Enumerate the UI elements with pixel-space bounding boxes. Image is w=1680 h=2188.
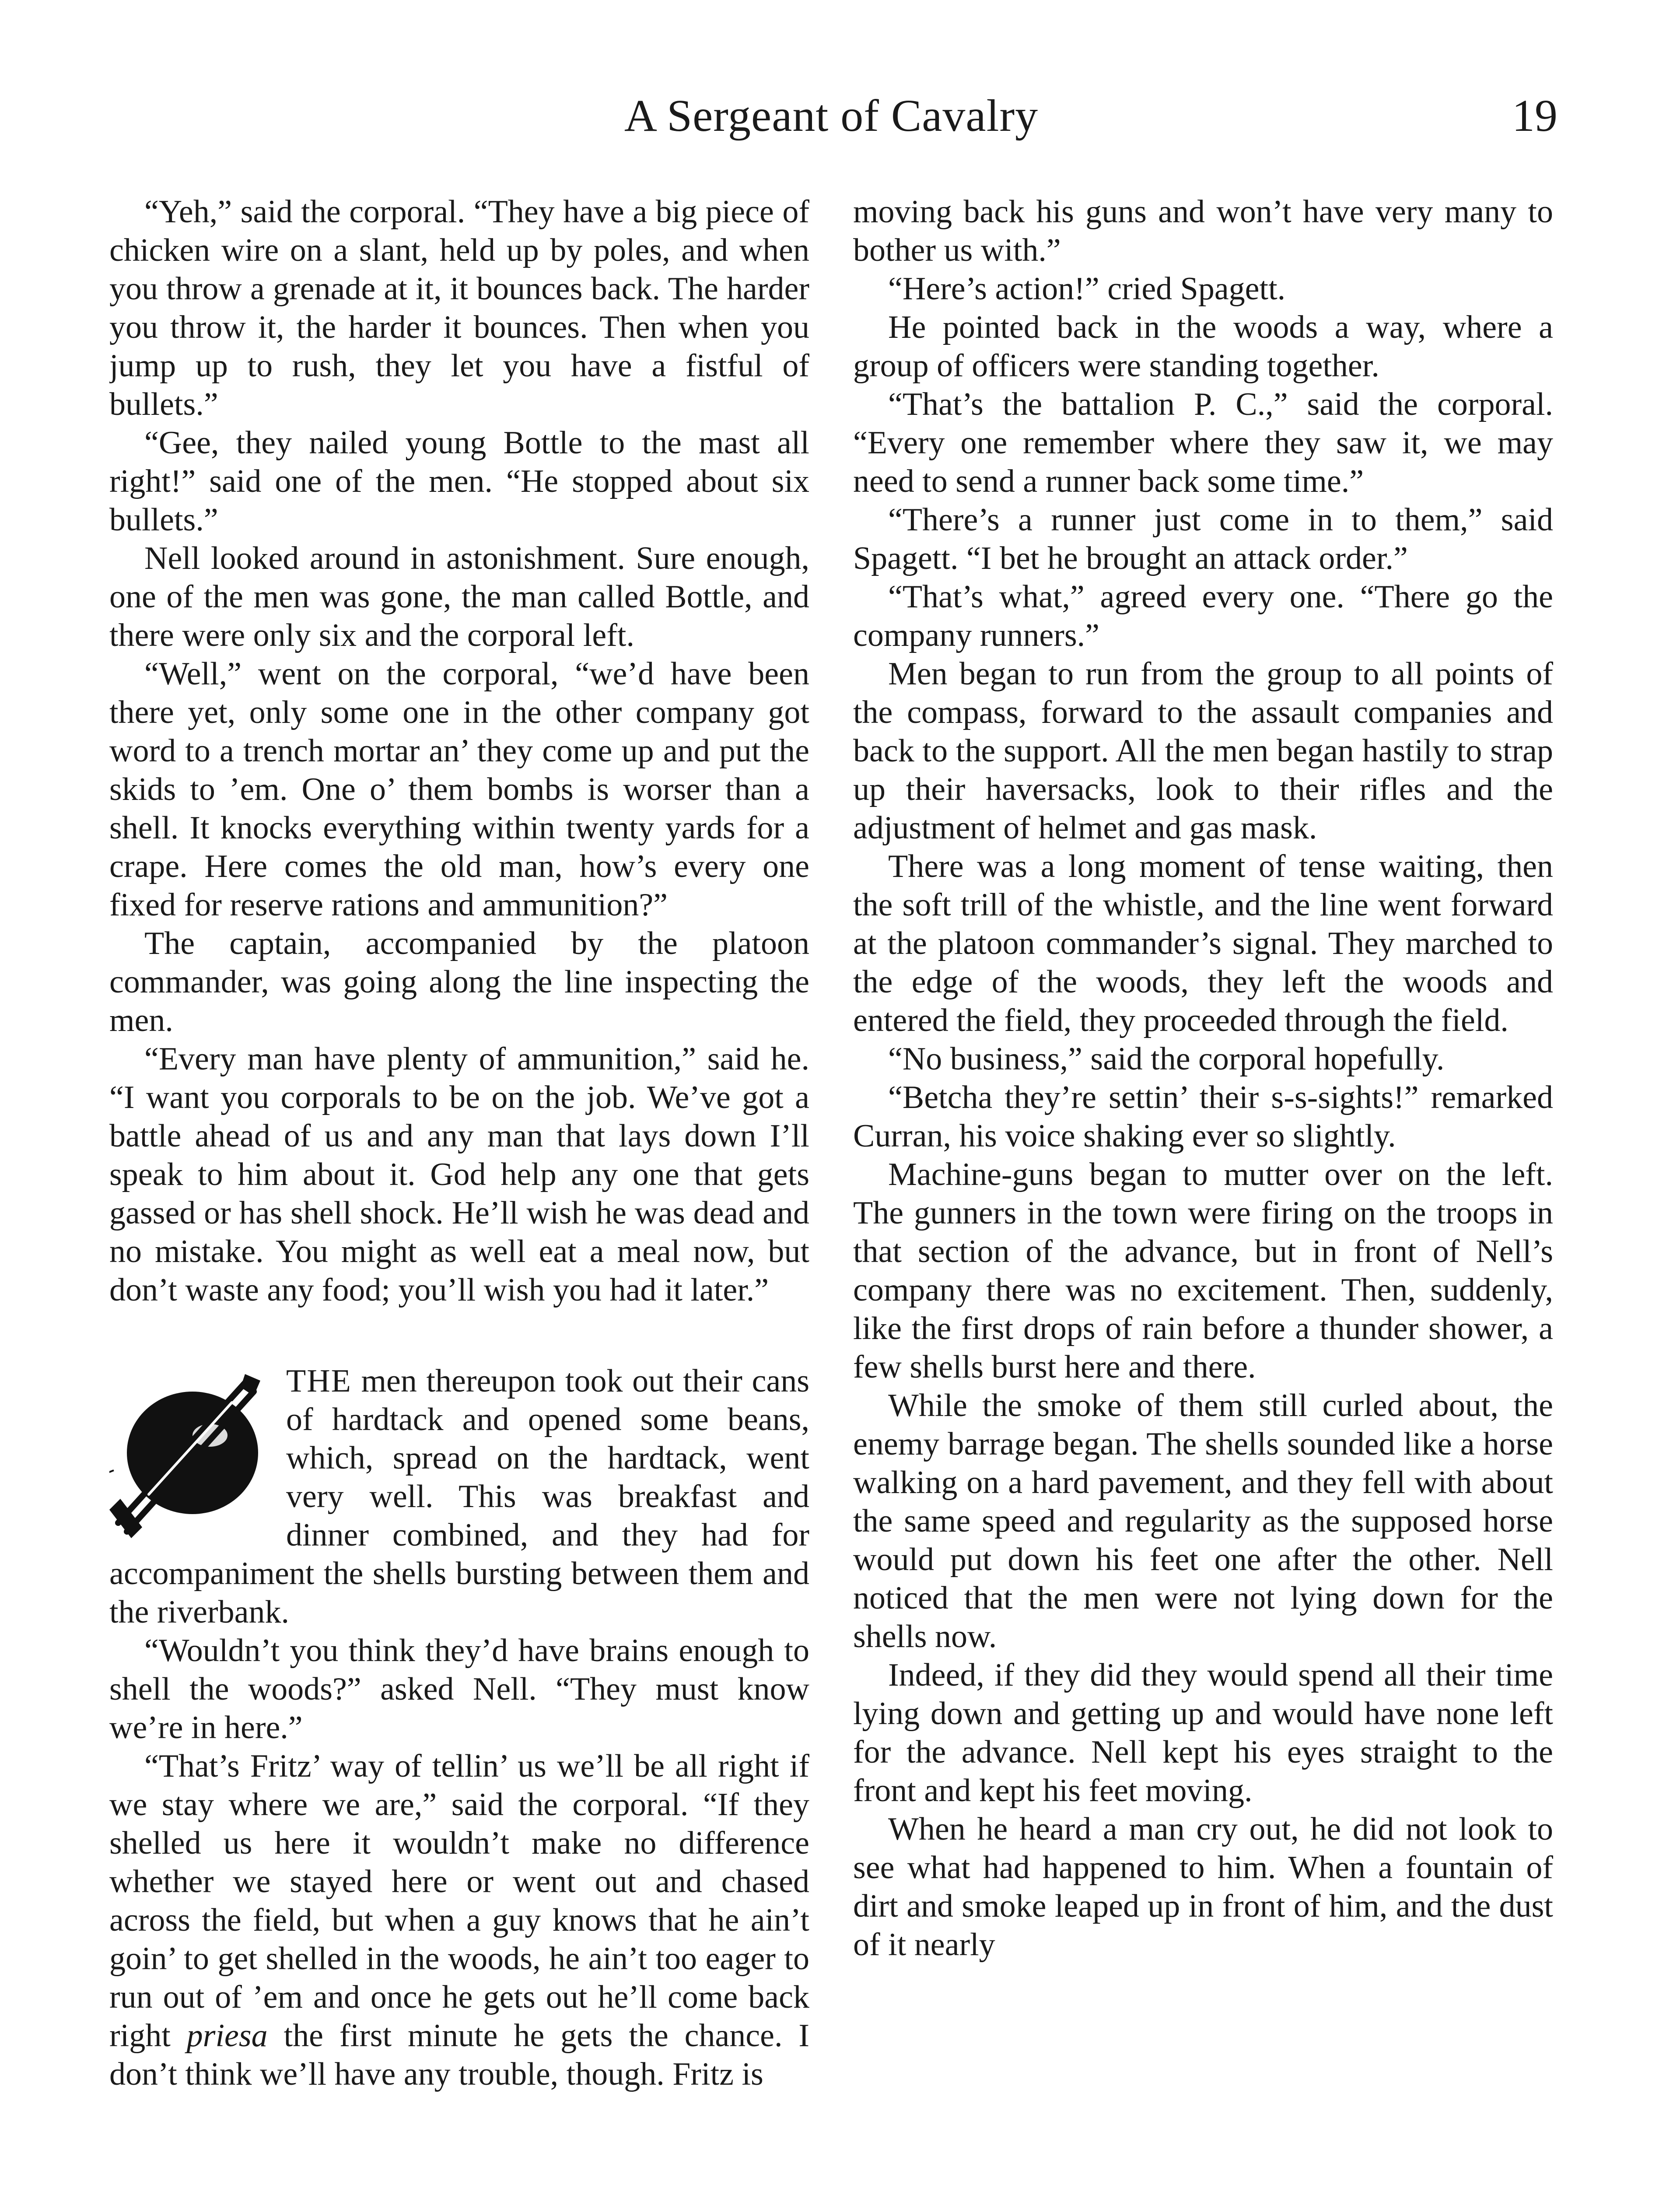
paragraph: moving back his guns and won’t have very many to bother us with.” <box>853 194 1553 268</box>
paragraph: Indeed, if they did they would spend all their time lying down and getting up and would have none left for the advance. Nell kept his eyes straight to the front and kept his feet moving. <box>853 1657 1553 1809</box>
paragraph: “Here’s action!” cried Spagett. <box>888 271 1286 307</box>
paragraph: The captain, accompanied by the platoon commander, was going along the line inspecting the men. <box>109 926 809 1038</box>
paragraph: “No business,” said the corporal hopefully. <box>888 1041 1445 1077</box>
page-number: 19 <box>1512 91 1558 141</box>
section-opening <box>109 1362 809 1631</box>
paragraph-text: the first minute he gets the chance. I don’t think we’ll have any trouble, though. Fritz is <box>109 2018 809 2092</box>
paragraph: “Well,” went on the corporal, “we’d have been there yet, only some one in the other company got word to a trench mortar an’ they come up and put the skids to ’em. One o’ them bombs is worser than a shell. It knocks everything within twenty yards for a crape. Here comes the old man, how’s every one fixed for reserve rations and ammunition?” <box>109 656 809 923</box>
paragraph: He pointed back in the woods a way, where a group of officers were standing together. <box>853 309 1553 384</box>
paragraph: When he heard a man cry out, he did not look to see what had happened to him. When a fountain of dirt and smoke leaped up in front of him, and the dust of it nearly <box>853 1811 1553 1963</box>
paragraph: “There’s a runner just come in to them,” said Spagett. “I bet he brought an attack order.” <box>853 502 1553 576</box>
section-lead-word: THE <box>286 1363 352 1399</box>
paragraph: “Yeh,” said the corporal. “They have a big piece of chicken wire on a slant, held up by poles, and when you throw a grenade at it, it bounces back. The harder you throw it, the harder it bounces. Then when you jump up to rush, they let you have a fistful of bullets.” <box>109 194 809 422</box>
paragraph: Men began to run from the group to all points of the compass, forward to the assault companies and back to the support. All the men began hastily to strap up their haversacks, look to their rifles and the adjustment of helmet and gas mask. <box>853 656 1553 846</box>
paragraph: Nell looked around in astonishment. Sure enough, one of the men was gone, the man called Bottle, and there were only six and the corporal left. <box>109 540 809 653</box>
paragraph-text: “That’s Fritz’ way of tellin’ us we’ll be all right if we stay where we are,” said the corporal. “If they shelled us here it wouldn’t make no difference whether we stayed here or went out and chased across the field, but when a guy knows that he ain’t goin’ to get shelled in the woods, he ain’t too eager to run out of ’em and once he gets out he’ll come back right <box>109 1748 809 2054</box>
paragraph: “Betcha they’re settin’ their s-s-sights!” remarked Curran, his voice shaking ever so slightly. <box>853 1080 1553 1154</box>
italic-word: priesa <box>186 2018 268 2054</box>
right-column <box>853 193 1553 2188</box>
paragraph: There was a long moment of tense waiting, then the soft trill of the whistle, and the line went forward at the platoon commander’s signal. They marched to the edge of the woods, they left the woods and entered the field, they proceeded through the field. <box>853 849 1553 1038</box>
paragraph: While the smoke of them still curled about, the enemy barrage began. The shells sounded like a horse walking on a hard pavement, and they fell with about the same speed and regularity as the supposed horse would put down his feet one after the other. Nell noticed that the men were not lying down for the shells now. <box>853 1388 1553 1655</box>
paragraph: “That’s what,” agreed every one. “There go the company runners.” <box>853 579 1553 653</box>
left-column <box>109 193 809 2188</box>
paragraph: “Wouldn’t you think they’d have brains enough to shell the woods?” asked Nell. “They must know we’re in here.” <box>109 1633 809 1746</box>
helmet-and-rifles-ornament-icon <box>109 1365 276 1545</box>
paragraph <box>109 1747 809 2093</box>
paragraph: “Gee, they nailed young Bottle to the mast all right!” said one of the men. “He stopped about six bullets.” <box>109 425 809 538</box>
paragraph: “That’s the battalion P. C.,” said the corporal. “Every one remember where they saw it, we may need to send a runner back some time.” <box>853 386 1553 499</box>
paragraph: “Every man have plenty of ammunition,” said he. “I want you corporals to be on the job. We’ve got a battle ahead of us and any man that lays down I’ll speak to him about it. God help any one that gets gassed or has shell shock. He’ll wish he was dead and no mistake. You might as well eat a meal now, but don’t waste any food; you’ll wish you had it later.” <box>109 1041 809 1308</box>
running-title: A Sergeant of Cavalry <box>624 91 1039 141</box>
running-head <box>109 88 1558 144</box>
paragraph-text: men thereupon took out their cans of hardtack and opened some beans, which, spread on the hardtack, went very well. This was breakfast and dinner combined, and they had for accompaniment the shells bursting between them and the riverbank. <box>109 1363 809 1630</box>
section-break <box>109 1309 809 1362</box>
paragraph: Machine-guns began to mutter over on the left. The gunners in the town were firing on the troops in that section of the advance, but in front of Nell’s company there was no excitement. Then, suddenly, like the first drops of rain before a thunder shower, a few shells burst here and there. <box>853 1157 1553 1385</box>
